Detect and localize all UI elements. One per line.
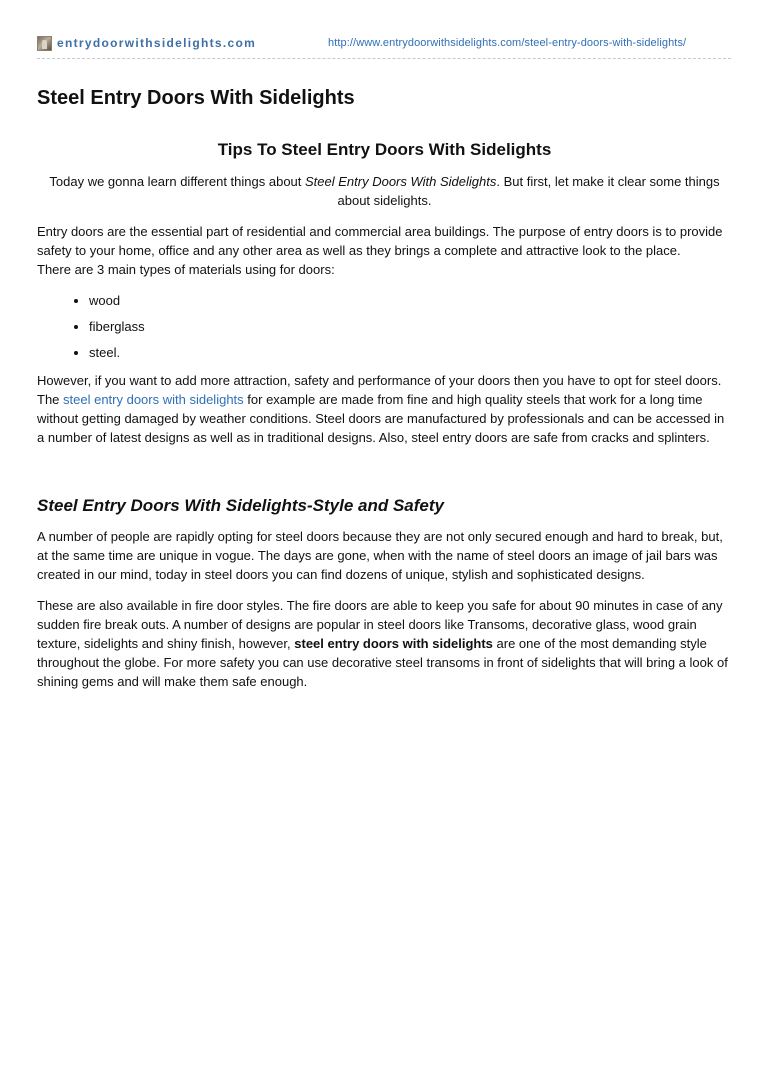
site-favicon-icon bbox=[37, 36, 52, 51]
paragraph-text: However, if you want to add more attraction, safety and performance of your doors then you have to opt for steel doors. The bbox=[37, 373, 722, 407]
section-heading-tips: Tips To Steel Entry Doors With Sidelights bbox=[217, 140, 552, 159]
list-item: • steel. bbox=[89, 343, 732, 362]
page-title: Steel Entry Doors With Sidelights bbox=[37, 87, 355, 109]
site-name: entrydoorwithsidelights.com bbox=[57, 36, 257, 50]
materials-list bbox=[37, 291, 732, 362]
section-heading-style-safety: Steel Entry Doors With Sidelights-Style and Safety bbox=[37, 496, 444, 515]
intro-text-end: . But first, let make it clear some things about sidelights. bbox=[337, 174, 720, 208]
paragraph-text: Entry doors are the essential part of residential and commercial area buildings. The purpose of entry doors is to provide safety to your home, office and any other area as well as they brings a complete and attractive look to the place. bbox=[37, 224, 723, 258]
paragraph-text: are one of the most demanding style throughout the globe. For more safety you can use decorative steel transoms in front of sidelights that will bring a look of shining gems and will make them safe enough. bbox=[37, 636, 728, 689]
paragraph-text: These are also available in fire door styles. The fire doors are able to keep you safe for about 90 minutes in case of any sudden fire break outs. A number of designs are popular in steel doors like Transoms, decorative glass, wood grain texture, sidelights and shiny finish, however, bbox=[37, 598, 723, 651]
article-content bbox=[37, 138, 732, 703]
intro-text: Today we gonna learn different things about bbox=[49, 174, 305, 189]
intro-italic-text: Steel Entry Doors With Sidelights bbox=[305, 174, 497, 189]
page-header bbox=[37, 35, 731, 57]
bold-keyword: steel entry doors with sidelights bbox=[294, 636, 493, 651]
entry-doors-paragraph bbox=[37, 222, 732, 279]
style-paragraph: A number of people are rapidly opting for steel doors because they are not only secured enough and hard to break, but, at the same time are unique in vogue. The days are gone, when with the name of steel doors an image of jail bars was created in our mind, today in steel doors you can find dozens of unique, stylish and sophisticated designs. bbox=[37, 529, 723, 582]
paragraph-text: for example are made from fine and high quality steels that work for a long time without getting damaged by weather conditions. Steel doors are manufactured by professionals and can be accessed in a number of latest designs as well as in traditional designs. Also, steel entry doors are safe from cracks and splinters. bbox=[37, 392, 725, 445]
list-item: • fiberglass bbox=[89, 317, 732, 336]
steel-doors-paragraph bbox=[37, 371, 732, 447]
paragraph-text: There are 3 main types of materials using for doors: bbox=[37, 262, 335, 277]
page-url-link[interactable]: http://www.entrydoorwithsidelights.com/steel-entry-doors-with-sidelights/ bbox=[328, 37, 687, 49]
steel-entry-doors-link[interactable]: steel entry doors with sidelights bbox=[63, 392, 244, 407]
header-divider bbox=[37, 58, 731, 59]
list-item: • wood bbox=[89, 291, 732, 310]
intro-paragraph bbox=[37, 172, 732, 210]
fire-doors-paragraph bbox=[37, 596, 732, 691]
